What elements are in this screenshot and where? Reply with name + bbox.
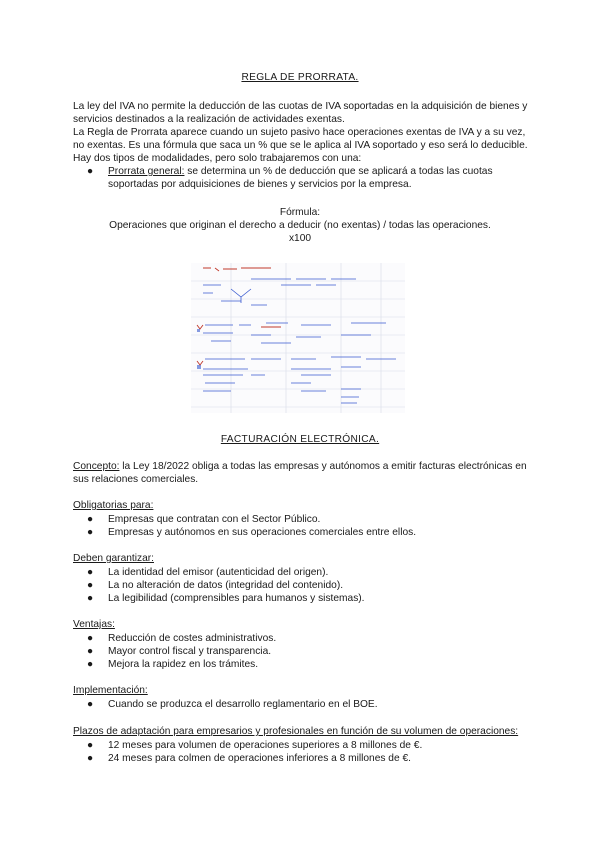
bullet-icon: ● bbox=[87, 646, 94, 657]
list-item: ● La legibilidad (comprensibles para humanos y sistemas). bbox=[87, 593, 365, 604]
concepto-label: Concepto: bbox=[73, 461, 120, 472]
handwritten-notes-image bbox=[191, 263, 405, 413]
ventajas-heading: Ventajas: bbox=[73, 619, 115, 630]
bullet-icon: ● bbox=[87, 166, 94, 177]
formula-body: Operaciones que originan el derecho a deducir (no exentas) / todas las operaciones. bbox=[109, 220, 491, 231]
implementacion-list bbox=[73, 698, 533, 711]
list-item: ● Empresas que contratan con el Sector Público. bbox=[87, 514, 321, 525]
facturacion-title: FACTURACIÓN ELECTRÓNICA. bbox=[220, 434, 380, 445]
concepto-text: la Ley 18/2022 obliga a todas las empresas y autónomos a emitir facturas electrónicas en sus relaciones comerciales. bbox=[73, 461, 527, 485]
prorrata-general-text: se determina un % de deducción que se aplicará a todas las cuotas soportadas por adquisiciones de bienes y servicios por la empresa. bbox=[108, 166, 493, 190]
prorrata-intro bbox=[73, 100, 528, 165]
plazos-list bbox=[73, 739, 533, 765]
list-item: ● 12 meses para volumen de operaciones superiores a 8 millones de €. bbox=[87, 740, 423, 751]
obligatorias-heading: Obligatorias para: bbox=[73, 500, 154, 511]
list-item: ● Empresas y autónomos en sus operaciones comerciales entre ellos. bbox=[87, 527, 417, 538]
list-item: ● La identidad del emisor (autenticidad del origen). bbox=[87, 567, 329, 578]
bullet-icon: ● bbox=[87, 740, 94, 751]
prorrata-paragraph-3: Hay dos tipos de modalidades, pero solo trabajaremos con una: bbox=[73, 153, 362, 164]
implementacion-heading: Implementación: bbox=[73, 685, 148, 696]
list-item: ● La no alteración de datos (integridad del contenido). bbox=[87, 580, 344, 591]
bullet-icon: ● bbox=[87, 527, 94, 538]
list-item: ● 24 meses para colmen de operaciones inferiores a 8 millones de €. bbox=[87, 753, 411, 764]
list-item: ● Reducción de costes administrativos. bbox=[87, 633, 277, 644]
list-item bbox=[73, 165, 493, 191]
garantizar-list bbox=[73, 566, 533, 605]
bullet-icon: ● bbox=[87, 659, 94, 670]
list-item: ● Mayor control fiscal y transparencia. bbox=[87, 646, 272, 657]
prorrata-paragraph-2: La Regla de Prorrata aparece cuando un sujeto pasivo hace operaciones exentas de IVA y a su vez, no exentas. Es una fórmula que saca un % que se le aplica al IVA soportado y eso será lo deducible. bbox=[73, 127, 528, 151]
prorrata-list bbox=[73, 165, 493, 191]
bullet-icon: ● bbox=[87, 567, 94, 578]
plazos-heading: Plazos de adaptación para empresarios y profesionales en función de su volumen de operaciones: bbox=[73, 726, 519, 737]
formula-multiplier: x100 bbox=[288, 233, 312, 244]
bullet-icon: ● bbox=[87, 580, 94, 591]
obligatorias-list bbox=[73, 513, 533, 539]
bullet-icon: ● bbox=[87, 514, 94, 525]
concepto-paragraph bbox=[73, 460, 528, 486]
formula-title: Fórmula: bbox=[279, 207, 321, 218]
list-item: ● Mejora la rapidez en los trámites. bbox=[87, 659, 259, 670]
bullet-icon: ● bbox=[87, 753, 94, 764]
prorrata-title: REGLA DE PRORRATA. bbox=[241, 72, 359, 83]
list-item: ● Cuando se produzca el desarrollo reglamentario en el BOE. bbox=[87, 699, 378, 710]
prorrata-paragraph-1: La ley del IVA no permite la deducción de las cuotas de IVA soportadas en la adquisición de bienes y servicios destinados a la realización de actividades exentas. bbox=[73, 101, 528, 125]
bullet-icon: ● bbox=[87, 699, 94, 710]
notes-sketch-icon bbox=[191, 263, 405, 413]
ventajas-list bbox=[73, 632, 533, 671]
prorrata-general-term: Prorrata general: bbox=[108, 166, 185, 177]
bullet-icon: ● bbox=[87, 593, 94, 604]
bullet-icon: ● bbox=[87, 633, 94, 644]
garantizar-heading: Deben garantizar: bbox=[73, 553, 154, 564]
